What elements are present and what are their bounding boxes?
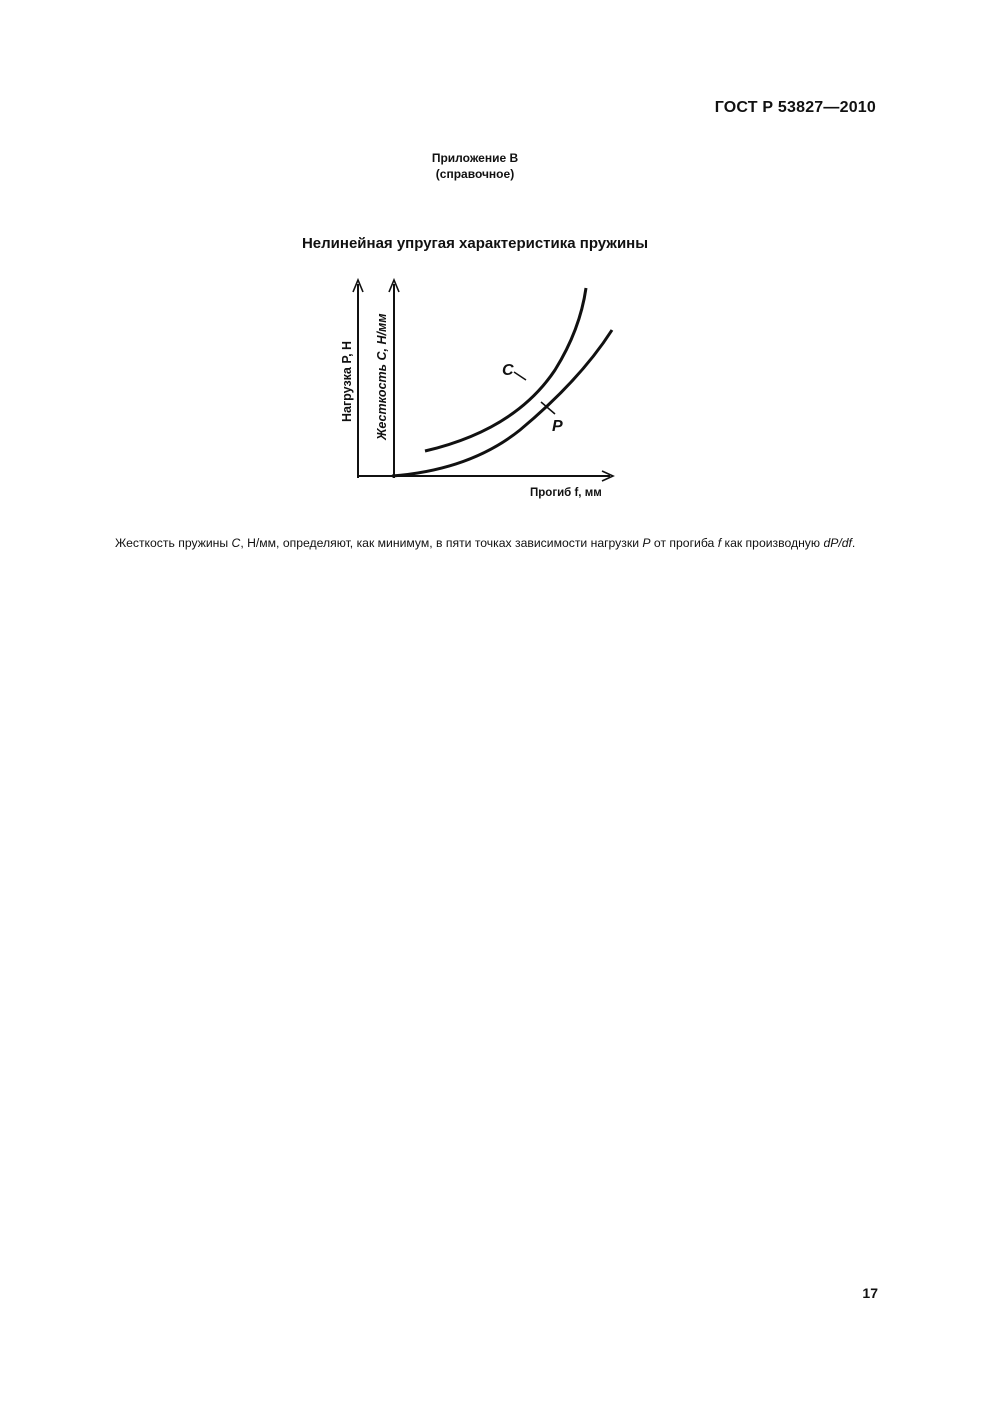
appendix-title: Приложение В [431, 151, 519, 165]
body-text-part: . [851, 536, 856, 550]
body-paragraph [70, 534, 882, 553]
deflection-axis-label: Прогиб f, мм [530, 487, 602, 499]
variable-f: f [717, 536, 722, 550]
body-text-part: , Н/мм, определяют, как минимум, в пяти точках зависимости нагрузки [240, 536, 643, 550]
curve-p-label: P [552, 418, 563, 435]
body-text-part: Жесткость пружины [115, 536, 232, 550]
appendix-heading [0, 150, 950, 182]
body-text-part: как производную [721, 536, 824, 550]
document-code: ГОСТ Р 53827—2010 [714, 99, 876, 116]
variable-c: С [231, 536, 241, 550]
derivative-expression: dP/df [823, 536, 852, 550]
curve-c-label: C [502, 362, 514, 379]
stiffness-axis-label: Жесткость С, Н/мм [375, 313, 389, 440]
body-text-part: от прогиба [650, 536, 718, 550]
spring-characteristic-diagram [330, 270, 630, 510]
load-axis-label: Нагрузка P, Н [340, 340, 354, 422]
appendix-note: (справочное) [435, 167, 515, 181]
spring-characteristic-figure [330, 270, 630, 510]
figure-title: Нелинейная упругая характеристика пружины [301, 235, 649, 252]
curve-c-leader [514, 372, 526, 380]
variable-p: Р [642, 536, 651, 550]
load-curve [392, 330, 612, 476]
page-number: 17 [862, 1285, 878, 1301]
